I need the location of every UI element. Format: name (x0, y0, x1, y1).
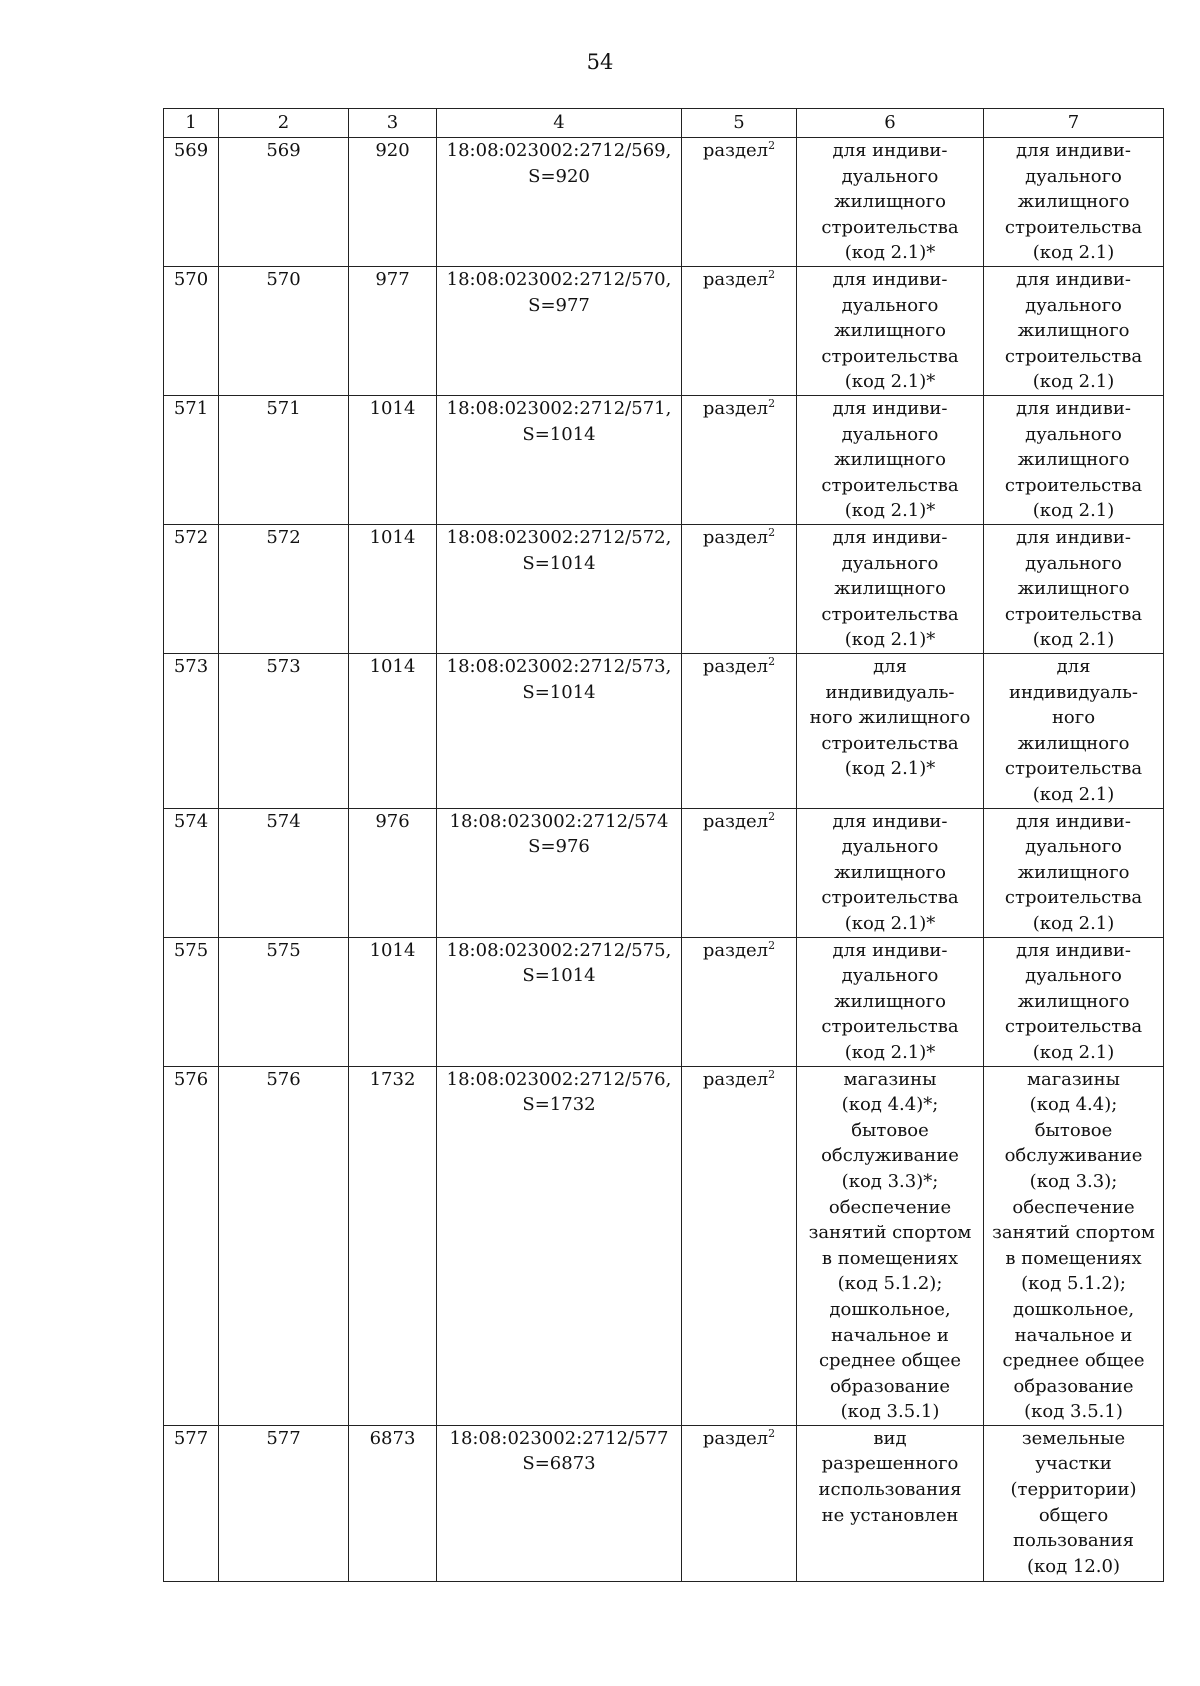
section-label: раздел (702, 1068, 769, 1090)
current-use-cell: для индиви- дуального жилищного строительства (код 2.1)* (797, 525, 984, 654)
area-cell: 6873 (349, 1425, 437, 1581)
section-cell (682, 1066, 797, 1425)
cadastral-number: 18:08:023002:2712/570, (446, 269, 672, 290)
area-cell: 977 (349, 267, 437, 396)
row-number-cell: 570 (164, 267, 219, 396)
section-footnote-mark: 2 (768, 139, 776, 152)
current-use-cell: для индивидуаль- ного жилищного строительства (код 2.1)* (797, 654, 984, 809)
plot-number-cell: 574 (219, 808, 349, 937)
permitted-use-cell: для индиви- дуального жилищного строительства (код 2.1) (984, 525, 1164, 654)
section-label: раздел (702, 656, 769, 677)
area-value: S=1014 (522, 552, 596, 574)
section-footnote-mark: 2 (768, 938, 776, 952)
plot-number-cell: 569 (219, 138, 349, 267)
table-row (164, 138, 1164, 267)
header-cell: 2 (219, 109, 349, 138)
table-row (164, 396, 1164, 525)
section-label: раздел (702, 810, 769, 832)
permitted-use-cell: для индиви- дуального жилищного строительства (код 2.1) (984, 138, 1164, 267)
plot-number-cell: 571 (219, 396, 349, 525)
permitted-use-cell: земельные участки (территории) общего пользования (код 12.0) (984, 1425, 1164, 1581)
land-plots-table (163, 108, 1164, 1582)
area-value: S=977 (528, 294, 590, 316)
area-cell: 976 (349, 808, 437, 937)
cadastral-number-cell (437, 396, 682, 525)
cadastral-number: 18:08:023002:2712/575, (446, 939, 672, 961)
plot-number-cell: 576 (219, 1066, 349, 1425)
section-footnote-mark: 2 (768, 526, 776, 539)
area-cell: 920 (349, 138, 437, 267)
header-cell: 1 (164, 109, 219, 138)
table-row (164, 267, 1164, 396)
section-footnote-mark: 2 (768, 397, 776, 410)
area-cell: 1014 (349, 396, 437, 525)
cadastral-number-cell (437, 525, 682, 654)
area-cell: 1732 (349, 1066, 437, 1425)
table-row (164, 937, 1164, 1066)
area-cell: 1014 (349, 937, 437, 1066)
plot-number-cell: 570 (219, 267, 349, 396)
header-cell: 7 (984, 109, 1164, 138)
table-row (164, 1425, 1164, 1581)
section-label: раздел (702, 140, 769, 161)
current-use-cell: магазины (код 4.4)*; бытовое обслуживание (код 3.3)*; обеспечение занятий спортом в помещениях (код 5.1.2); дошкольное, начальное и среднее общее образование (код 3.5.1) (797, 1066, 984, 1425)
row-number-cell: 569 (164, 138, 219, 267)
table-header-row (164, 109, 1164, 138)
cadastral-number-cell (437, 1425, 682, 1581)
area-value: S=920 (528, 165, 590, 187)
header-cell: 6 (797, 109, 984, 138)
area-value: S=6873 (522, 1453, 596, 1475)
section-cell (682, 1425, 797, 1581)
cadastral-number: 18:08:023002:2712/574 (449, 810, 669, 832)
row-number-cell: 576 (164, 1066, 219, 1425)
area-cell: 1014 (349, 654, 437, 809)
permitted-use-cell: для индивидуаль- ного жилищного строительства (код 2.1) (984, 654, 1164, 809)
page-number: 54 (586, 50, 614, 74)
plot-number-cell: 575 (219, 937, 349, 1066)
section-label: раздел (702, 398, 769, 419)
header-cell: 3 (349, 109, 437, 138)
section-footnote-mark: 2 (768, 268, 776, 281)
section-footnote-mark: 2 (768, 655, 776, 668)
cadastral-number: 18:08:023002:2712/573, (446, 656, 672, 677)
table-row (164, 525, 1164, 654)
area-value: S=1014 (522, 423, 596, 445)
section-cell (682, 138, 797, 267)
section-cell (682, 525, 797, 654)
table-row (164, 1066, 1164, 1425)
area-value: S=976 (528, 836, 590, 858)
row-number-cell: 574 (164, 808, 219, 937)
row-number-cell: 571 (164, 396, 219, 525)
permitted-use-cell: магазины (код 4.4); бытовое обслуживание (код 3.3); обеспечение занятий спортом в помещениях (код 5.1.2); дошкольное, начальное и среднее общее образование (код 3.5.1) (984, 1066, 1164, 1425)
cadastral-number: 18:08:023002:2712/569, (446, 140, 672, 161)
table-row (164, 808, 1164, 937)
permitted-use-cell: для индиви- дуального жилищного строительства (код 2.1) (984, 396, 1164, 525)
cadastral-number-cell (437, 808, 682, 937)
row-number-cell: 575 (164, 937, 219, 1066)
table-row (164, 654, 1164, 809)
section-cell (682, 937, 797, 1066)
cadastral-number-cell (437, 937, 682, 1066)
cadastral-number-cell (437, 654, 682, 809)
current-use-cell: для индиви- дуального жилищного строительства (код 2.1)* (797, 138, 984, 267)
section-cell (682, 267, 797, 396)
permitted-use-cell: для индиви- дуального жилищного строительства (код 2.1) (984, 937, 1164, 1066)
row-number-cell: 573 (164, 654, 219, 809)
current-use-cell: для индиви- дуального жилищного строительства (код 2.1)* (797, 808, 984, 937)
current-use-cell: вид разрешенного использования не установлен (797, 1425, 984, 1581)
section-cell (682, 396, 797, 525)
header-cell: 4 (437, 109, 682, 138)
current-use-cell: для индиви- дуального жилищного строительства (код 2.1)* (797, 267, 984, 396)
area-value: S=1014 (522, 681, 596, 703)
section-cell (682, 654, 797, 809)
permitted-use-cell: для индиви- дуального жилищного строительства (код 2.1) (984, 808, 1164, 937)
area-value: S=1014 (522, 965, 596, 987)
cadastral-number: 18:08:023002:2712/577 (449, 1427, 669, 1449)
permitted-use-cell: для индиви- дуального жилищного строительства (код 2.1) (984, 267, 1164, 396)
current-use-cell: для индиви- дуального жилищного строительства (код 2.1)* (797, 396, 984, 525)
section-label: раздел (702, 939, 769, 961)
cadastral-number: 18:08:023002:2712/572, (446, 527, 672, 548)
plot-number-cell: 572 (219, 525, 349, 654)
cadastral-number: 18:08:023002:2712/576, (446, 1068, 672, 1090)
area-value: S=1732 (522, 1094, 596, 1116)
cadastral-number-cell (437, 138, 682, 267)
section-footnote-mark: 2 (768, 809, 776, 823)
section-label: раздел (702, 269, 769, 290)
section-footnote-mark: 2 (768, 1067, 776, 1081)
current-use-cell: для индиви- дуального жилищного строительства (код 2.1)* (797, 937, 984, 1066)
plot-number-cell: 577 (219, 1425, 349, 1581)
cadastral-number: 18:08:023002:2712/571, (446, 398, 672, 419)
cadastral-number-cell (437, 267, 682, 396)
section-label: раздел (702, 527, 769, 548)
section-cell (682, 808, 797, 937)
area-cell: 1014 (349, 525, 437, 654)
row-number-cell: 577 (164, 1425, 219, 1581)
plot-number-cell: 573 (219, 654, 349, 809)
section-footnote-mark: 2 (768, 1426, 776, 1440)
cadastral-number-cell (437, 1066, 682, 1425)
row-number-cell: 572 (164, 525, 219, 654)
section-label: раздел (702, 1427, 769, 1449)
header-cell: 5 (682, 109, 797, 138)
